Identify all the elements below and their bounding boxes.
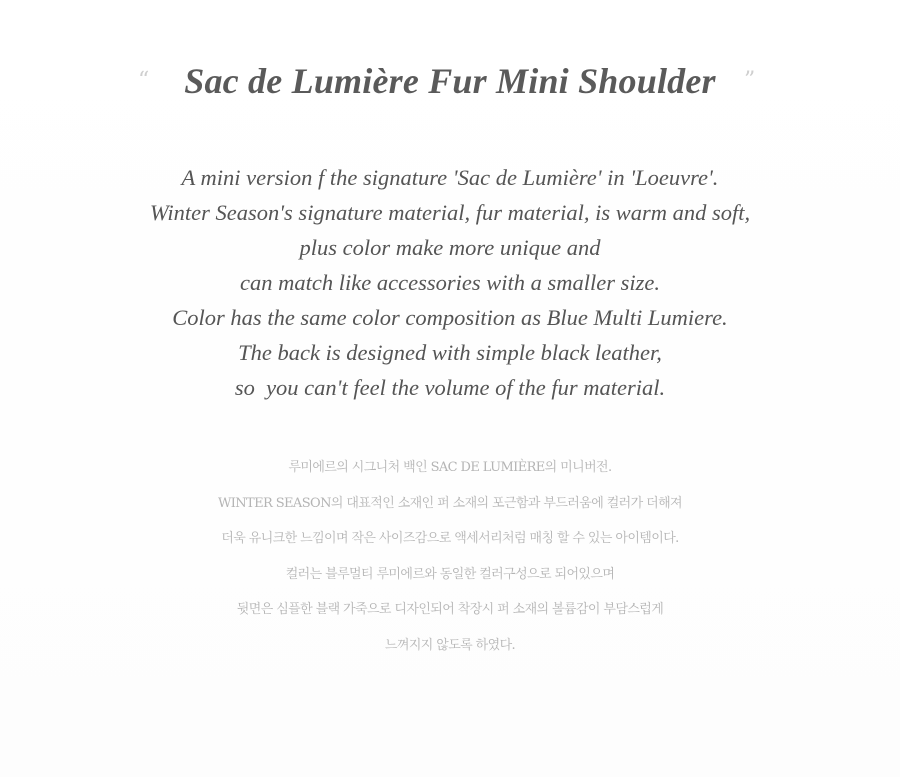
korean-description-line: 뒷면은 심플한 블랙 가죽으로 디자인되어 착장시 퍼 소재의 볼륨감이 부담스럽게 xyxy=(236,602,664,617)
korean-description xyxy=(0,450,900,663)
english-description-line: The back is designed with simple black leather, xyxy=(238,340,662,365)
english-description-line: can match like accessories with a smaller size. xyxy=(240,270,660,295)
english-description-line: so you can't feel the volume of the fur material. xyxy=(234,375,666,400)
korean-description-line: 더욱 유니크한 느낌이며 작은 사이즈감으로 액세서리처럼 매칭 할 수 있는 아이템이다. xyxy=(221,531,679,546)
open-quote-mark: “ xyxy=(138,68,150,93)
english-description-line: plus color make more unique and xyxy=(299,235,601,260)
english-description-line: Color has the same color composition as Blue Multi Lumiere. xyxy=(172,305,728,330)
korean-description-line: WINTER SEASON의 대표적인 소재인 퍼 소재의 포근함과 부드러움에 컬러가 더해져 xyxy=(217,495,682,511)
english-description-line: A mini version f the signature 'Sac de Lumière' in 'Loeuvre'. xyxy=(181,165,719,190)
english-description-line: Winter Season's signature material, fur material, is warm and soft, xyxy=(149,200,751,225)
korean-description-line: 루미에르의 시그니처 백인 SAC DE LUMIÈRE의 미니버전. xyxy=(288,460,612,475)
title-row xyxy=(0,56,900,112)
close-quote-mark: ” xyxy=(744,68,756,93)
english-description xyxy=(0,160,900,405)
product-title: Sac de Lumière Fur Mini Shoulder xyxy=(184,61,716,101)
korean-description-line: 느껴지지 않도록 하였다. xyxy=(384,637,516,653)
korean-description-line: 컬러는 블루멀티 루미에르와 동일한 컬러구성으로 되어있으며 xyxy=(285,566,615,582)
